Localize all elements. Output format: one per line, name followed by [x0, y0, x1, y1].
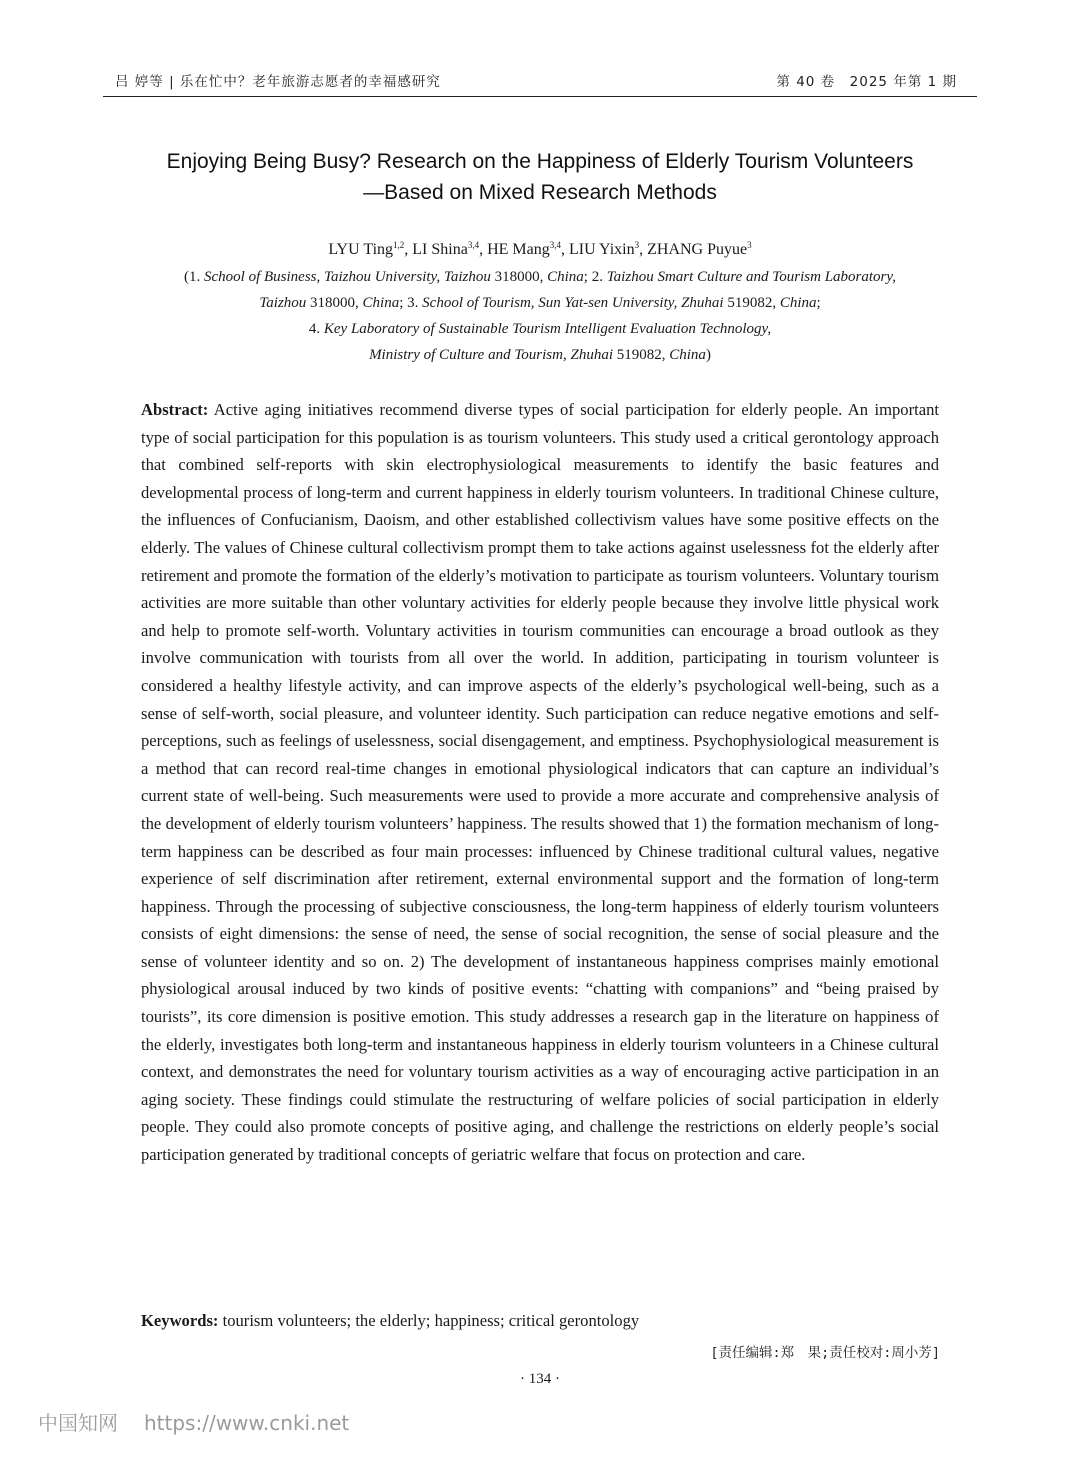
- author-name: ZHANG Puyue: [647, 241, 748, 258]
- paper-title: [100, 146, 980, 208]
- title-line-2: —Based on Mixed Research Methods: [363, 181, 717, 204]
- author-affiliation-mark: 3,4: [549, 240, 561, 250]
- keywords: [141, 1307, 939, 1335]
- abstract-label: Abstract:: [141, 400, 209, 419]
- author-affiliation-mark: 3: [747, 240, 752, 250]
- author-name: LIU Yixin: [568, 241, 635, 258]
- title-line-1: Enjoying Being Busy? Research on the Happiness of Elderly Tourism Volunteers: [166, 150, 914, 173]
- cnki-watermark: [38, 1407, 349, 1436]
- page-number: · 134 ·: [520, 1371, 560, 1387]
- affiliation-line-1: (1. School of Business, Taizhou University, Taizhou 318000, China; 2. Taizhou Smart Culture and Tourism Laboratory,: [184, 269, 896, 285]
- author-name: HE Mang: [487, 241, 550, 258]
- abstract: [141, 396, 939, 1169]
- watermark-url: https://www.cnki.net: [144, 1411, 350, 1435]
- affiliation-line-4: Ministry of Culture and Tourism, Zhuhai 519082, China): [369, 347, 711, 363]
- watermark-brand: 中国知网: [38, 1411, 118, 1435]
- keywords-text: tourism volunteers; the elderly; happiness; critical gerontology: [218, 1311, 640, 1330]
- author-affiliation-mark: 1,2: [393, 240, 405, 250]
- author-affiliation-mark: 3,4: [467, 240, 480, 250]
- abstract-text: Active aging initiatives recommend diverse types of social participation for elderly people. An important type of social participation for this population is as tourism volunteers. This study used a critical gerontology approach that combined self-reports with skin electrophysiological measurements to identify the basic features and developmental process of long-term and current happiness in elderly tourism volunteers. In traditional Chinese culture, the influences of Confucianism, Daoism, and other established collectivism values have some positive effects on the elderly. The values of Chinese cultural collectivism prompt them to take actions against uselessness fot the elderly after retirement and promote the formation of the elderly’s motivation to participate as tourism volunteers. Voluntary tourism activities are more suitable than other voluntary activities for elderly people because they involve little physical work and help to promote self-worth. Voluntary activities in tourism communities can encourage a broad outlook as they involve communication with tourists from all over the world. In addition, participating in tourism volunteer is considered a healthy lifestyle activity, and can improve aspects of the elderly’s psychological well-being, such as a sense of self-worth, social pleasure, and volunteer identity. Such participation can reduce negative emotions and self-perceptions, such as feelings of uselessness, social disengagement, and emptiness. Psychophysiological measurement is a method that can record real-time changes in emotional physiological indicators that can capture an individual’s current state of well-being. Such measurements were used to provide a more accurate and comprehensive analysis of the development of elderly tourism volunteers’ happiness. The results showed that 1) the formation mechanism of long-term happiness can be described as four main processes: influenced by Chinese traditional cultural values, negative experience of self discrimination after retirement, external environmental support and the formation of long-term happiness. Through the processing of subjective consciousness, the long-term happiness of elderly tourism volunteers consists of eight dimensions: the sense of need, the sense of social recognition, the sense of social pleasure and the sense of volunteer identity and so on. 2) The development of instantaneous happiness comprises mainly emotional physiological arousal induced by two kinds of positive events: “chatting with companions” and “being praised by tourists”, its core dimension is positive emotion. This study addresses a research gap in the literature on happiness of the elderly, investigates both long-term and instantaneous happiness in elderly tourism volunteers in a Chinese cultural context, and demonstrates the need for voluntary tourism activities as a way of encouraging active participation in an aging society. These findings could stimulate the restructuring of welfare policies of social participation in elderly people. They could also promote concepts of positive aging, and challenge the restrictions on elderly people’s social participation generated by traditional concepts of geriatric welfare that focus on protection and care.: [141, 400, 939, 1165]
- author-name: LYU Ting: [328, 241, 394, 258]
- author-affiliation-mark: 3: [634, 240, 640, 250]
- header-volume-issue: 第 40 卷 2025 年第 1 期: [776, 74, 957, 90]
- running-header: [103, 66, 977, 97]
- author-list: LYU Ting$^{1,2}$, LI Shina$^{3,4}$, HE Mang$^{3,4}$, LIU Yixin$^3$, ZHANG Puyue$^3$: [328, 240, 752, 258]
- editor-note: [责任编辑:郑 果;责任校对:周小芳]: [710, 1345, 940, 1361]
- affiliations: [120, 264, 960, 368]
- keywords-label: Keywords:: [141, 1311, 219, 1330]
- affiliation-line-2: Taizhou 318000, China; 3. School of Tourism, Sun Yat-sen University, Zhuhai 519082, China;: [259, 295, 821, 311]
- author-name: LI Shina: [412, 241, 468, 258]
- affiliation-line-3: 4. Key Laboratory of Sustainable Tourism Intelligent Evaluation Technology,: [308, 321, 772, 337]
- header-citation: 吕 婷等 | 乐在忙中？老年旅游志愿者的幸福感研究: [115, 74, 441, 90]
